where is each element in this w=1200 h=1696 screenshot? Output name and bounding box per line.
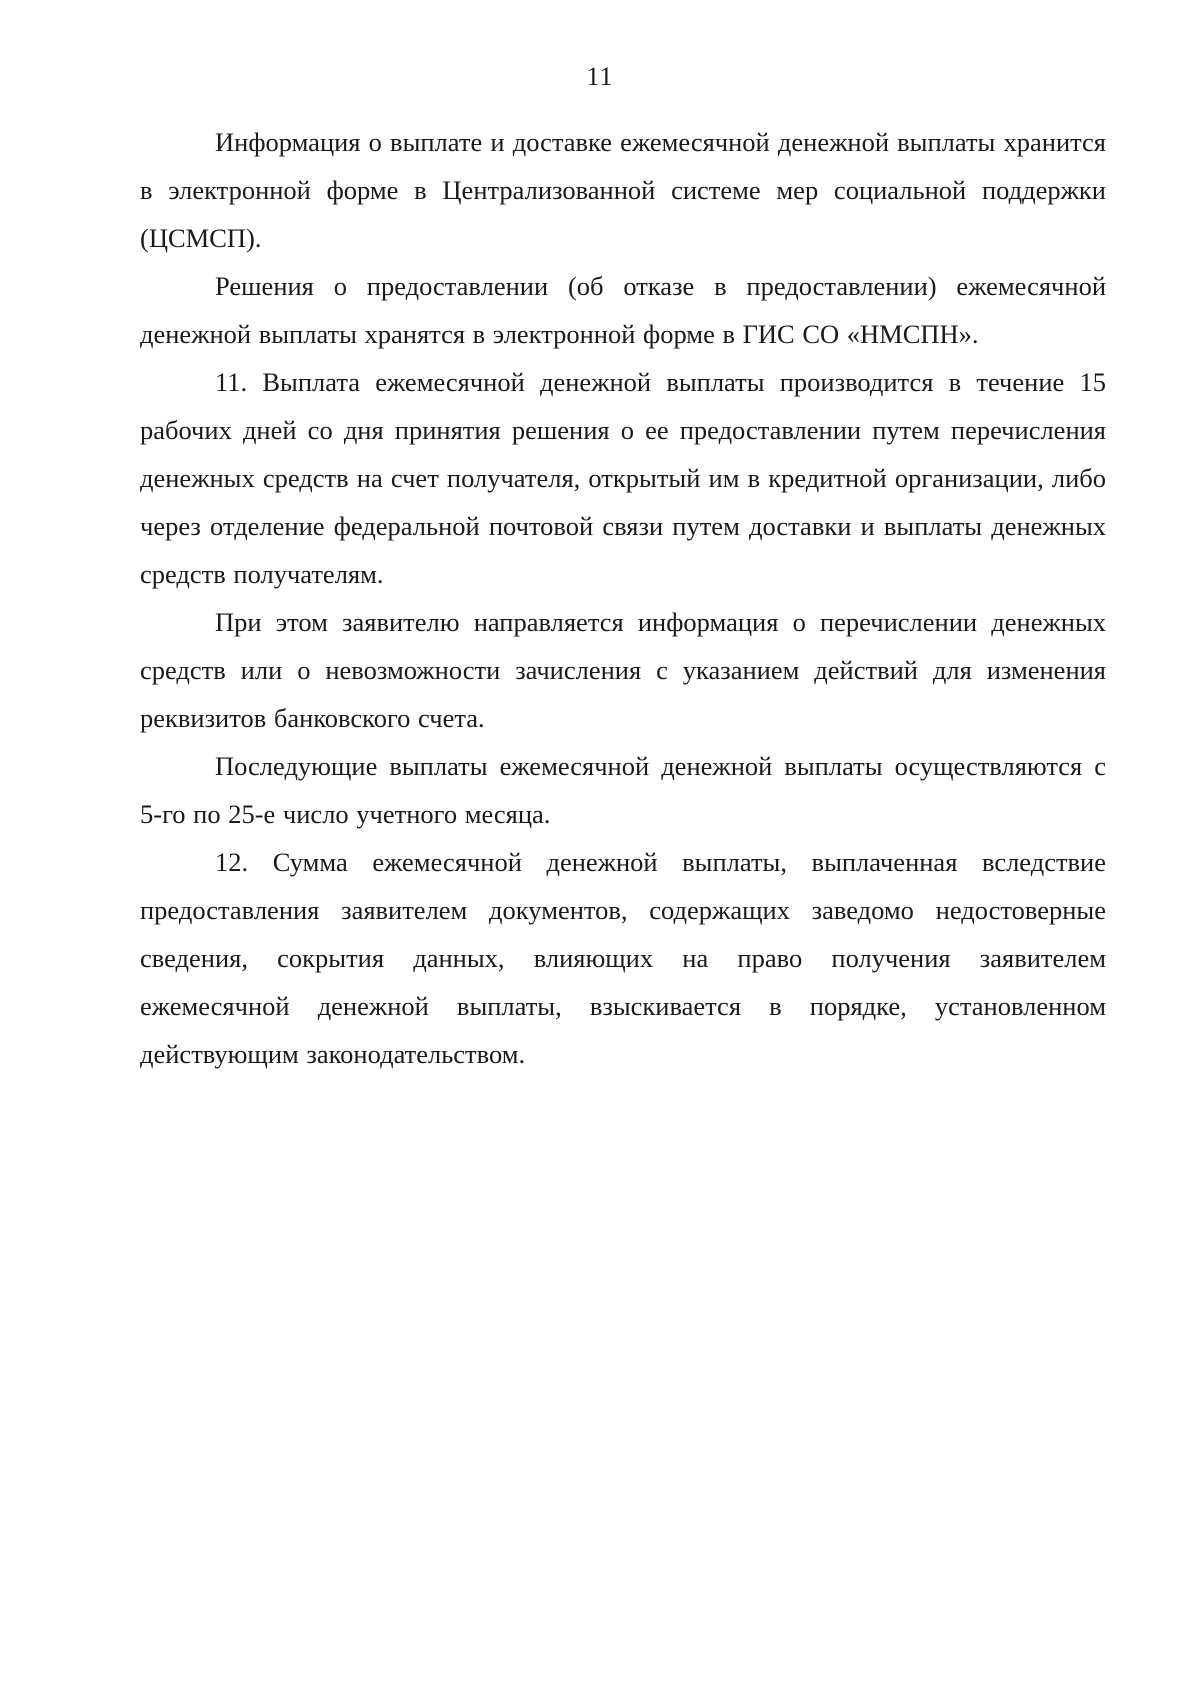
- paragraph-clause-12: 12. Сумма ежемесячной денежной выплаты, выплаченная вследствие предоставления заявителем документов, содержащих заведомо недостоверные сведения, сокрытия данных, влияющих на право получения заявителем ежемесячной денежной выплаты, взыскивается в порядке, установленном действующим законодательством.: [140, 847, 1106, 1069]
- page-number: 11: [586, 62, 614, 91]
- paragraph-applicant-notification: При этом заявителю направляется информация о перечислении денежных средств или о невозможности зачисления с указанием действий для изменения реквизитов банковского счета.: [140, 607, 1106, 733]
- document-body: [140, 118, 1106, 1078]
- paragraph-decisions-storage: Решения о предоставлении (об отказе в предоставлении) ежемесячной денежной выплаты хранятся в электронной форме в ГИС СО «НМСПН».: [140, 271, 1106, 349]
- paragraph-payment-info-storage: Информация о выплате и доставке ежемесячной денежной выплаты хранится в электронной форме в Централизованной системе мер социальной поддержки (ЦСМСП).: [140, 127, 1106, 253]
- paragraph-subsequent-payments: Последующие выплаты ежемесячной денежной выплаты осуществляются с 5-го по 25-е число учетного месяца.: [140, 751, 1106, 829]
- paragraph-clause-11: 11. Выплата ежемесячной денежной выплаты производится в течение 15 рабочих дней со дня принятия решения о ее предоставлении путем перечисления денежных средств на счет получателя, открытый им в кредитной организации, либо через отделение федеральной почтовой связи путем доставки и выплаты денежных средств получателям.: [140, 367, 1106, 589]
